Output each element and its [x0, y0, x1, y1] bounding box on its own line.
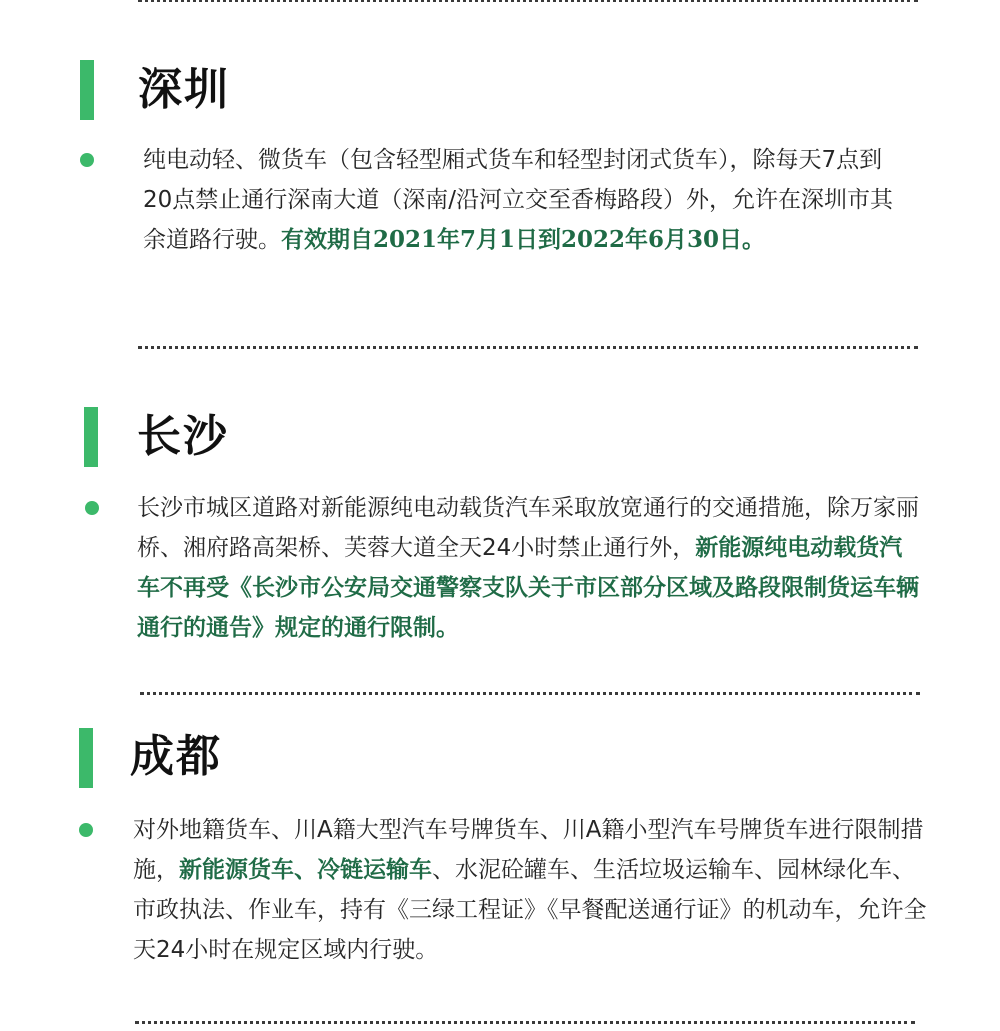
body-text: 纯电动轻、微货车（包含轻型厢式货车和轻型封闭式货车），除每天7点到20点禁止通行深南大道（深南/沿河立交至香梅路段）外，允许在深圳市其余道路行驶。 — [143, 147, 894, 253]
bullet-icon — [85, 501, 99, 515]
section-body-shenzhen — [143, 140, 911, 260]
highlight-text: 有效期自2021年7月1日到2022年6月30日。 — [281, 226, 766, 253]
highlight-text: 新能源货车、冷链运输车 — [179, 856, 432, 883]
section-marker-bar — [79, 728, 93, 788]
section-divider — [138, 346, 918, 349]
section-divider — [135, 1021, 915, 1024]
body-text: 对外地籍货车、川A籍大型汽车号牌货车、川A籍小型汽车号牌货车进行限制措施， — [133, 817, 924, 883]
bullet-icon — [79, 823, 93, 837]
section-marker-bar — [80, 60, 94, 120]
section-body-changsha — [137, 488, 922, 648]
section-title-chengdu: 成都 — [130, 731, 222, 782]
bullet-icon — [80, 153, 94, 167]
section-marker-bar — [84, 407, 98, 467]
section-title-changsha: 长沙 — [137, 411, 229, 462]
section-title-shenzhen: 深圳 — [138, 64, 230, 115]
body-text: 、水泥砼罐车、生活垃圾运输车、园林绿化车、市政执法、作业车，持有《三绿工程证》《早餐配送通行证》的机动车，允许全天24小时在规定区域内行驶。 — [133, 857, 927, 963]
section-divider — [140, 692, 920, 695]
section-body-chengdu — [133, 810, 935, 970]
section-divider-top — [138, 0, 918, 2]
highlight-text: 新能源纯电动载货汽车不再受《长沙市公安局交通警察支队关于市区部分区域及路段限制货运车辆通行的通告》规定的通行限制。 — [137, 534, 919, 641]
body-text: 长沙市城区道路对新能源纯电动载货汽车采取放宽通行的交通措施，除万家丽桥、湘府路高架桥、芙蓉大道全天24小时禁止通行外， — [137, 495, 919, 561]
